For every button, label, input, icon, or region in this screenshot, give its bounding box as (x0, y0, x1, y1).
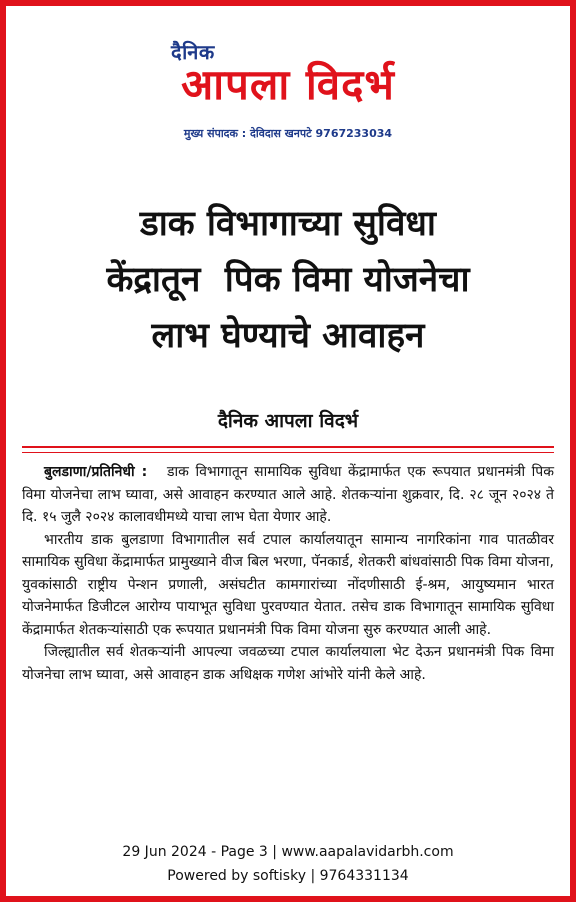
article-paragraph: भारतीय डाक बुलडाणा विभागातील सर्व टपाल कार्यालयातून सामान्य नागरिकांना गाव पातळीवर सामायिक सुविधा केंद्रामार्फत प्रामुख्याने वीज बिल भरणा, पॅनकार्ड, शेतकरी बांधवांसाठी पिक विमा योजना, युवकांसाठी राष्ट्रीय पेन्शन प्रणाली, असंघटीत कामगारांच्या नोंदणीसाठी ई-श्रम, आयुष्यमान भारत योजनेमार्फत डिजीटल आरोग्य पायाभूत सुविधा पुरवण्यात येतात. तसेच डाक विभागातून सामायिक सुविधा केंद्रामार्फत शेतकऱ्यांसाठी एक रूपयात प्रधानमंत्री पिक विमा योजना सुरु करण्यात आली आहे. (22, 531, 554, 638)
article-body (22, 461, 554, 686)
article-headline (20, 196, 556, 364)
footer-date-page: 29 Jun 2024 - Page 3 | www.aapalavidarbh.com (122, 844, 454, 860)
masthead (0, 0, 576, 150)
page-footer (0, 840, 576, 888)
headline-line: डाक विभागाच्या सुविधा (139, 204, 436, 244)
divider (22, 452, 554, 453)
headline-line: केंद्रातून पिक विमा योजनेचा (106, 260, 470, 300)
masthead-dainik: दैनिक (171, 40, 215, 64)
footer-powered-by: Powered by softisky | 9764331134 (167, 868, 409, 884)
masthead-logo: आपला विदर्भ (181, 60, 395, 109)
masthead-editor: मुख्य संपादक : देविदास खनपटे 9767233034 (183, 127, 393, 140)
dateline: बुलडाणा/प्रतिनिधी : (44, 464, 148, 480)
paragraph-text: डाक विभागातून सामायिक सुविधा केंद्रामार्फत एक रूपयात प्रधानमंत्री पिक विमा योजनेचा लाभ घ्यावा, असे आवाहन करण्यात आले आहे. शेतकऱ्यांना शुक्रवार, दि. २८ जून २०२४ ते दि. १५ जुलै २०२४ कालावधीमध्ये याचा लाभ घेता येणार आहे. (22, 464, 554, 525)
article-paragraph (22, 461, 554, 529)
headline-line: लाभ घेण्याचे आवाहन (151, 316, 425, 356)
divider (22, 446, 554, 448)
article-byline: दैनिक आपला विदर्भ (217, 410, 359, 432)
article-paragraph: जिल्ह्यातील सर्व शेतकऱ्यांनी आपल्या जवळच्या टपाल कार्यालयाला भेट देऊन प्रधानमंत्री पिक विमा योजनेचा लाभ घ्यावा, असे आवाहन डाक अधिक्षक गणेश आंभोरे यांनी केले आहे. (22, 644, 554, 683)
